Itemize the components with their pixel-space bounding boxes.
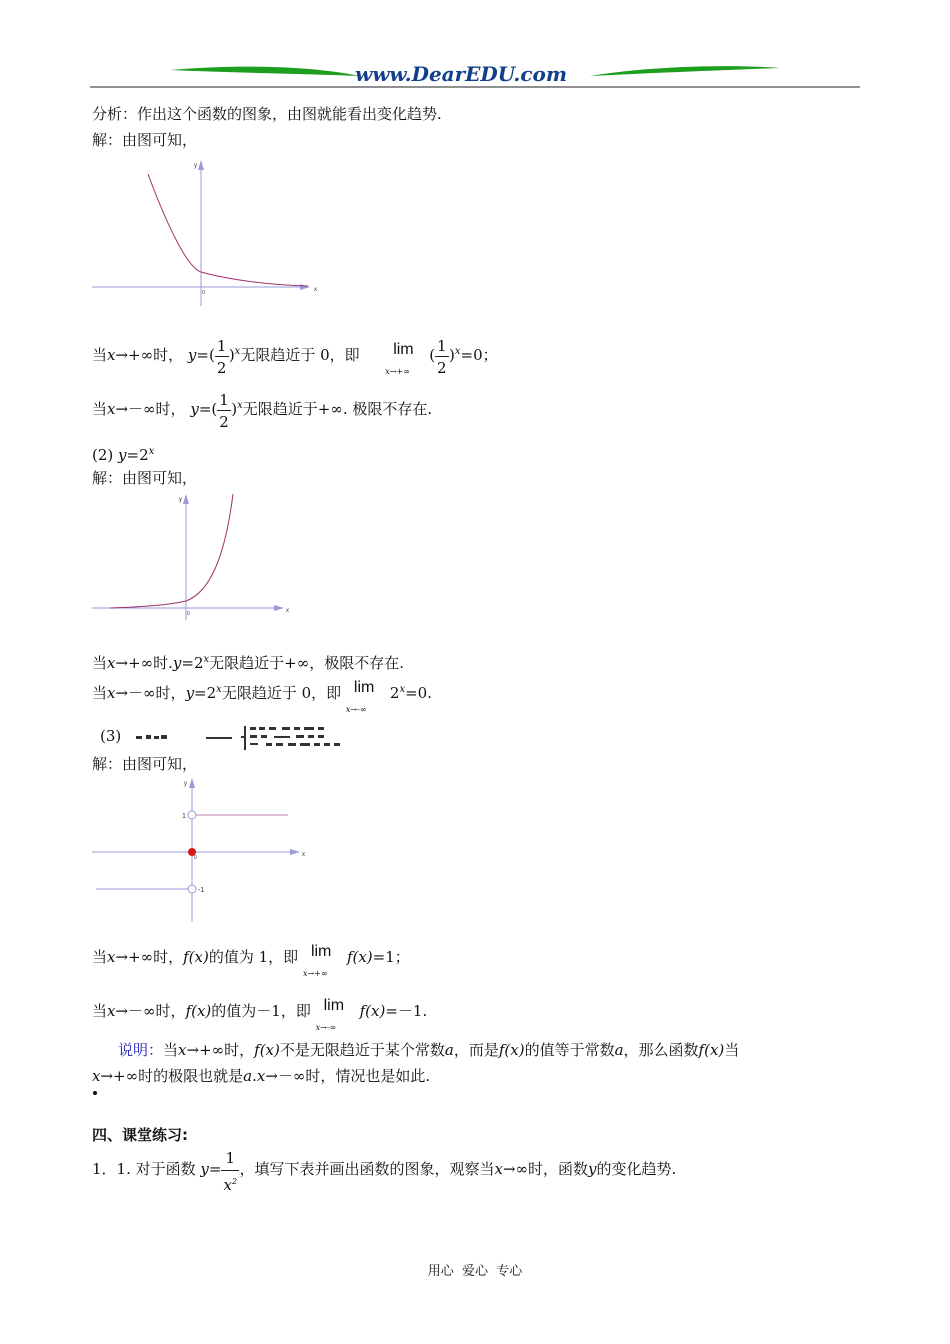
var-x: x bbox=[107, 1002, 116, 1020]
var-x: x bbox=[107, 948, 116, 966]
function-fx: f(x) bbox=[346, 948, 373, 966]
header-site-name: www.DearEDU.com bbox=[355, 62, 568, 86]
denominator: 2 bbox=[437, 359, 447, 377]
var-x: x bbox=[107, 684, 116, 702]
text: 无限趋近于+∞. 极限不存在. bbox=[242, 400, 433, 418]
fraction-one-half bbox=[215, 336, 229, 376]
function-fx: f(x) bbox=[185, 1002, 212, 1020]
part3-limit-minus bbox=[92, 994, 427, 1034]
var-x: x bbox=[494, 1160, 503, 1178]
piecewise-formula-image bbox=[128, 722, 418, 752]
var-y: y bbox=[187, 346, 197, 364]
text: →－∞时，情况也是如此. bbox=[265, 1067, 431, 1085]
x-axis-arrow bbox=[300, 284, 310, 290]
lim-subscript: x→-∞ bbox=[315, 1023, 337, 1032]
text: ( bbox=[429, 346, 436, 364]
text: 当 bbox=[92, 948, 108, 966]
denominator: 2 bbox=[216, 359, 227, 377]
function-fx: f(x) bbox=[498, 1041, 525, 1059]
lim-subscript: x→+∞ bbox=[302, 969, 328, 978]
text: 当 bbox=[92, 654, 108, 672]
page-header bbox=[90, 60, 860, 90]
part3-limit-plus bbox=[92, 940, 410, 980]
text: →+∞时， bbox=[186, 1041, 255, 1059]
y-axis-arrow bbox=[183, 494, 189, 504]
bullet-dot bbox=[93, 1091, 97, 1095]
page-footer: 用心 爱心 专心 bbox=[427, 1264, 523, 1279]
section-4-title: 四、课堂练习: bbox=[92, 1126, 188, 1144]
limit-symbol bbox=[346, 676, 390, 712]
text: =( bbox=[196, 346, 215, 364]
text: 的值为 1，即 bbox=[208, 948, 299, 966]
y-axis-label: y bbox=[194, 163, 197, 169]
y-axis-arrow bbox=[198, 160, 204, 170]
y-axis-label: y bbox=[184, 781, 187, 787]
text: = bbox=[208, 1160, 222, 1178]
origin-label: 0 bbox=[202, 290, 205, 296]
var-x: x bbox=[256, 1067, 266, 1085]
text: ) bbox=[231, 400, 238, 418]
graph-half-power-x bbox=[90, 158, 330, 308]
text: 当 bbox=[92, 346, 108, 364]
exponent: x bbox=[237, 400, 243, 411]
x-axis-label: x bbox=[286, 608, 289, 614]
graph-two-power-x bbox=[90, 492, 300, 622]
text: 当 bbox=[92, 684, 108, 702]
numerator: 1 bbox=[225, 1149, 236, 1167]
open-circle-positive bbox=[188, 811, 196, 819]
var-a: a bbox=[243, 1067, 253, 1085]
var-y: y bbox=[185, 684, 195, 702]
function-fx: f(x) bbox=[183, 948, 209, 966]
text: 的值为－1，即 bbox=[211, 1002, 311, 1020]
lim: lim bbox=[393, 341, 414, 358]
lim-subscript: x→+∞ bbox=[385, 367, 410, 376]
var-y: y bbox=[190, 400, 199, 418]
part1-limit-minus bbox=[92, 390, 432, 434]
text: =2 bbox=[194, 684, 217, 702]
origin-label: 0 bbox=[187, 611, 190, 617]
tick-label-one: 1 bbox=[182, 813, 186, 820]
function-fx: f(x) bbox=[359, 1002, 386, 1020]
text: =2 bbox=[181, 654, 204, 672]
function-fx: f(x) bbox=[698, 1041, 725, 1059]
text: 的值等于常数 bbox=[524, 1041, 615, 1059]
text: =( bbox=[198, 400, 218, 418]
part2-limit-plus bbox=[92, 650, 404, 673]
var-x: x bbox=[223, 1176, 232, 1194]
exponent: x bbox=[399, 684, 406, 695]
text: →+∞时. bbox=[115, 654, 173, 672]
text: 1．1. 对于函数 bbox=[92, 1160, 196, 1178]
text: 无限趋近于+∞，极限不存在. bbox=[209, 654, 404, 672]
exponent: x bbox=[148, 446, 155, 457]
var-a: a bbox=[444, 1041, 454, 1059]
numerator: 1 bbox=[216, 337, 227, 355]
limit-symbol bbox=[316, 994, 360, 1030]
exercise-1 bbox=[92, 1148, 676, 1196]
text: →+∞时， bbox=[115, 948, 184, 966]
exponent: x bbox=[216, 684, 222, 695]
text: . bbox=[252, 1067, 257, 1085]
var-x: x bbox=[107, 400, 116, 418]
x-axis-arrow bbox=[290, 849, 300, 855]
part2-limit-minus bbox=[92, 676, 432, 716]
numerator: 1 bbox=[219, 391, 229, 409]
text: 2 bbox=[389, 684, 400, 702]
lim: lim bbox=[353, 679, 375, 696]
text: 当 bbox=[92, 1002, 108, 1020]
curve-half-power-x bbox=[148, 174, 308, 286]
var-a: a bbox=[614, 1041, 624, 1059]
var-x: x bbox=[178, 1041, 187, 1059]
item-label: (2) bbox=[92, 446, 114, 464]
fraction-one-half bbox=[217, 390, 231, 430]
y-axis-arrow bbox=[189, 778, 195, 788]
part1-limit-plus bbox=[92, 336, 498, 380]
var-x: x bbox=[107, 346, 116, 364]
text: ，而是 bbox=[453, 1041, 499, 1059]
var-y: y bbox=[118, 446, 127, 464]
numerator: 1 bbox=[437, 337, 447, 355]
fraction-one-over-x-squared bbox=[221, 1148, 239, 1192]
limit-symbol bbox=[385, 338, 429, 374]
lim: lim bbox=[310, 943, 332, 960]
curve-two-power-x bbox=[110, 494, 233, 608]
note-label: 说明： bbox=[118, 1041, 164, 1059]
denominator: 2 bbox=[219, 413, 229, 431]
text: ，那么函数 bbox=[623, 1041, 699, 1059]
text: =0. bbox=[405, 684, 432, 702]
text: ) bbox=[449, 346, 455, 364]
text: →－∞时， bbox=[115, 400, 186, 418]
text: ) bbox=[228, 346, 235, 364]
exponent: x bbox=[454, 346, 461, 357]
text: →+∞时， bbox=[115, 346, 184, 364]
origin-label: 0 bbox=[194, 855, 197, 861]
text: 不是无限趋近于某个常数 bbox=[279, 1041, 445, 1059]
part2-title bbox=[92, 442, 154, 465]
text: →－∞时， bbox=[115, 1002, 186, 1020]
text: 当 bbox=[163, 1041, 179, 1059]
exponent: 2 bbox=[231, 1177, 238, 1186]
exponent: x bbox=[203, 654, 210, 665]
text: ，填写下表并画出函数的图象，观察当 bbox=[239, 1160, 495, 1178]
text: 当 bbox=[724, 1041, 740, 1059]
text: 无限趋近于 0，即 bbox=[221, 684, 342, 702]
solution-label-1: 解：由图可知， bbox=[92, 131, 198, 149]
item-label: (3) bbox=[100, 727, 122, 745]
lim-subscript: x→-∞ bbox=[345, 705, 367, 714]
text: 无限趋近于 0，即 bbox=[240, 346, 360, 364]
fraction-one-half bbox=[435, 336, 449, 376]
x-axis-label: x bbox=[302, 852, 305, 858]
x-axis-arrow bbox=[274, 605, 284, 611]
note-line-2 bbox=[92, 1066, 430, 1086]
x-axis-label: x bbox=[314, 287, 317, 293]
function-fx: f(x) bbox=[254, 1041, 280, 1059]
tick-label-minus-one: -1 bbox=[198, 887, 205, 894]
var-y: y bbox=[200, 1160, 209, 1178]
var-x: x bbox=[92, 1067, 101, 1085]
limit-symbol bbox=[303, 940, 347, 976]
open-circle-negative bbox=[188, 885, 196, 893]
text: →∞时，函数 bbox=[502, 1160, 589, 1178]
solution-label-2: 解：由图可知， bbox=[92, 469, 198, 487]
part3-title bbox=[100, 726, 121, 746]
analysis-line: 分析：作出这个函数的图象，由图就能看出变化趋势. bbox=[92, 105, 442, 123]
var-x: x bbox=[107, 654, 116, 672]
solution-label-3: 解：由图可知， bbox=[92, 755, 198, 773]
lim: lim bbox=[323, 997, 345, 1014]
exponent: x bbox=[234, 346, 241, 357]
text: =0； bbox=[460, 346, 498, 364]
y-axis-label: y bbox=[179, 497, 182, 503]
text: →+∞时的极限也就是 bbox=[100, 1067, 244, 1085]
text: =2 bbox=[126, 446, 149, 464]
text: →－∞时， bbox=[115, 684, 186, 702]
var-y: y bbox=[588, 1160, 597, 1178]
graph-piecewise bbox=[90, 776, 310, 926]
text: 的变化趋势. bbox=[596, 1160, 677, 1178]
text: =1； bbox=[372, 948, 410, 966]
note-line-1 bbox=[118, 1040, 739, 1060]
text: =－1. bbox=[385, 1002, 428, 1020]
text: 当 bbox=[92, 400, 108, 418]
denominator bbox=[223, 1172, 237, 1195]
var-y: y bbox=[172, 654, 182, 672]
